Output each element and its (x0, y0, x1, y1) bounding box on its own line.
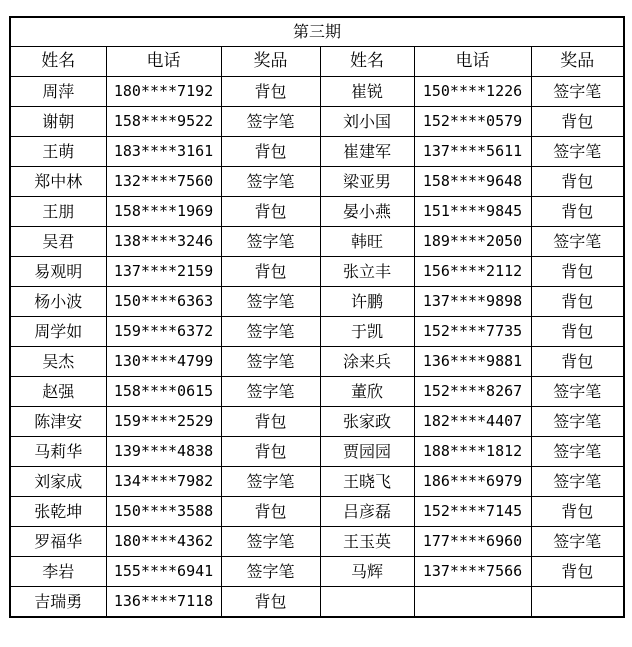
cell-prize-right[interactable]: 背包 (531, 167, 624, 197)
cell-phone-left[interactable]: 155****6941 (106, 557, 221, 587)
cell-prize-right[interactable]: 签字笔 (531, 137, 624, 167)
cell-phone-left[interactable]: 159****6372 (106, 317, 221, 347)
cell-prize-left[interactable]: 背包 (221, 137, 320, 167)
cell-name-left[interactable]: 吴杰 (10, 347, 106, 377)
cell-phone-left[interactable]: 138****3246 (106, 227, 221, 257)
cell-name-left[interactable]: 马莉华 (10, 437, 106, 467)
cell-phone-right[interactable]: 152****7735 (414, 317, 531, 347)
cell-phone-left[interactable]: 150****3588 (106, 497, 221, 527)
cell-phone-right[interactable]: 137****7566 (414, 557, 531, 587)
cell-prize-right[interactable]: 签字笔 (531, 407, 624, 437)
cell-prize-left[interactable]: 签字笔 (221, 527, 320, 557)
cell-name-left[interactable]: 陈津安 (10, 407, 106, 437)
cell-name-left[interactable]: 杨小波 (10, 287, 106, 317)
table-row (10, 437, 624, 467)
cell-phone-left[interactable]: 158****1969 (106, 197, 221, 227)
cell-prize-left[interactable]: 签字笔 (221, 287, 320, 317)
cell-phone-left[interactable]: 150****6363 (106, 287, 221, 317)
cell-name-left[interactable]: 周萍 (10, 77, 106, 107)
header-phone-right[interactable]: 电话 (414, 47, 531, 77)
header-prize-left[interactable]: 奖品 (221, 47, 320, 77)
cell-phone-right[interactable]: 188****1812 (414, 437, 531, 467)
cell-phone-right[interactable]: 136****9881 (414, 347, 531, 377)
cell-prize-right[interactable]: 签字笔 (531, 437, 624, 467)
table-row (10, 557, 624, 587)
table-row (10, 197, 624, 227)
cell-name-right[interactable]: 张家政 (320, 407, 414, 437)
header-phone-left[interactable]: 电话 (106, 47, 221, 77)
header-name-left[interactable]: 姓名 (10, 47, 106, 77)
cell-name-left[interactable]: 吉瑞勇 (10, 587, 106, 618)
cell-phone-right[interactable]: 177****6960 (414, 527, 531, 557)
cell-name-left[interactable]: 刘家成 (10, 467, 106, 497)
cell-prize-left[interactable]: 背包 (221, 257, 320, 287)
cell-name-left[interactable]: 谢朝 (10, 107, 106, 137)
cell-prize-right[interactable]: 背包 (531, 107, 624, 137)
cell-phone-right[interactable]: 137****9898 (414, 287, 531, 317)
cell-phone-left[interactable]: 183****3161 (106, 137, 221, 167)
cell-name-left[interactable]: 李岩 (10, 557, 106, 587)
cell-prize-left[interactable]: 背包 (221, 437, 320, 467)
cell-name-right[interactable]: 崔建军 (320, 137, 414, 167)
cell-phone-left[interactable]: 158****0615 (106, 377, 221, 407)
cell-name-right[interactable]: 许鹏 (320, 287, 414, 317)
cell-name-right[interactable]: 刘小国 (320, 107, 414, 137)
table-row (10, 497, 624, 527)
cell-phone-right[interactable]: 152****7145 (414, 497, 531, 527)
cell-prize-right[interactable]: 签字笔 (531, 377, 624, 407)
cell-name-right[interactable] (320, 587, 414, 618)
winners-table (9, 16, 625, 618)
table-row (10, 77, 624, 107)
cell-prize-right[interactable] (531, 587, 624, 618)
cell-prize-right[interactable]: 签字笔 (531, 467, 624, 497)
cell-phone-left[interactable]: 159****2529 (106, 407, 221, 437)
cell-prize-right[interactable]: 签字笔 (531, 227, 624, 257)
cell-name-right[interactable]: 梁亚男 (320, 167, 414, 197)
cell-name-right[interactable]: 于凯 (320, 317, 414, 347)
cell-phone-right[interactable]: 152****8267 (414, 377, 531, 407)
table-row (10, 587, 624, 618)
cell-name-left[interactable]: 王朋 (10, 197, 106, 227)
cell-phone-left[interactable]: 180****4362 (106, 527, 221, 557)
cell-name-right[interactable]: 王晓飞 (320, 467, 414, 497)
cell-name-right[interactable]: 吕彦磊 (320, 497, 414, 527)
header-prize-right[interactable]: 奖品 (531, 47, 624, 77)
cell-name-left[interactable]: 易观明 (10, 257, 106, 287)
table-row (10, 527, 624, 557)
cell-name-right[interactable]: 马辉 (320, 557, 414, 587)
cell-prize-right[interactable]: 背包 (531, 197, 624, 227)
cell-phone-right[interactable]: 186****6979 (414, 467, 531, 497)
cell-name-left[interactable]: 吴君 (10, 227, 106, 257)
cell-phone-left[interactable]: 137****2159 (106, 257, 221, 287)
cell-prize-right[interactable]: 背包 (531, 317, 624, 347)
cell-prize-left[interactable]: 签字笔 (221, 467, 320, 497)
table-row (10, 377, 624, 407)
cell-name-right[interactable]: 董欣 (320, 377, 414, 407)
cell-prize-left[interactable]: 背包 (221, 197, 320, 227)
table-row (10, 467, 624, 497)
header-row (10, 47, 624, 77)
cell-phone-left[interactable]: 136****7118 (106, 587, 221, 618)
table-row (10, 137, 624, 167)
cell-prize-left[interactable]: 背包 (221, 77, 320, 107)
cell-name-left[interactable]: 罗福华 (10, 527, 106, 557)
cell-name-right[interactable]: 崔锐 (320, 77, 414, 107)
cell-phone-left[interactable]: 139****4838 (106, 437, 221, 467)
cell-phone-left[interactable]: 132****7560 (106, 167, 221, 197)
cell-name-right[interactable]: 晏小燕 (320, 197, 414, 227)
cell-prize-left[interactable]: 背包 (221, 587, 320, 618)
cell-prize-left[interactable]: 背包 (221, 407, 320, 437)
cell-name-left[interactable]: 张乾坤 (10, 497, 106, 527)
cell-name-right[interactable]: 涂来兵 (320, 347, 414, 377)
cell-prize-right[interactable]: 背包 (531, 557, 624, 587)
cell-prize-right[interactable]: 背包 (531, 287, 624, 317)
table-title[interactable]: 第三期 (10, 17, 624, 47)
cell-prize-left[interactable]: 签字笔 (221, 317, 320, 347)
cell-prize-left[interactable]: 签字笔 (221, 557, 320, 587)
table-row (10, 407, 624, 437)
cell-phone-left[interactable]: 130****4799 (106, 347, 221, 377)
cell-phone-right[interactable]: 152****0579 (414, 107, 531, 137)
cell-prize-right[interactable]: 背包 (531, 497, 624, 527)
cell-phone-left[interactable]: 134****7982 (106, 467, 221, 497)
table-row (10, 257, 624, 287)
cell-phone-right[interactable] (414, 587, 531, 618)
table-row (10, 317, 624, 347)
cell-name-left[interactable]: 郑中林 (10, 167, 106, 197)
table-row (10, 167, 624, 197)
cell-phone-right[interactable]: 151****9845 (414, 197, 531, 227)
spreadsheet (9, 16, 623, 610)
cell-name-right[interactable]: 张立丰 (320, 257, 414, 287)
cell-prize-left[interactable]: 签字笔 (221, 377, 320, 407)
cell-phone-right[interactable]: 189****2050 (414, 227, 531, 257)
cell-name-left[interactable]: 王萌 (10, 137, 106, 167)
cell-prize-right[interactable]: 背包 (531, 347, 624, 377)
cell-prize-left[interactable]: 签字笔 (221, 227, 320, 257)
cell-prize-right[interactable]: 签字笔 (531, 527, 624, 557)
cell-phone-right[interactable]: 156****2112 (414, 257, 531, 287)
table-row (10, 107, 624, 137)
table-row (10, 287, 624, 317)
cell-phone-right[interactable]: 182****4407 (414, 407, 531, 437)
cell-name-right[interactable]: 王玉英 (320, 527, 414, 557)
header-name-right[interactable]: 姓名 (320, 47, 414, 77)
cell-phone-right[interactable]: 158****9648 (414, 167, 531, 197)
cell-name-left[interactable]: 赵强 (10, 377, 106, 407)
cell-prize-left[interactable]: 签字笔 (221, 107, 320, 137)
cell-phone-right[interactable]: 137****5611 (414, 137, 531, 167)
table-row (10, 227, 624, 257)
cell-phone-left[interactable]: 158****9522 (106, 107, 221, 137)
cell-phone-right[interactable]: 150****1226 (414, 77, 531, 107)
cell-phone-left[interactable]: 180****7192 (106, 77, 221, 107)
cell-prize-left[interactable]: 签字笔 (221, 347, 320, 377)
cell-prize-right[interactable]: 签字笔 (531, 77, 624, 107)
table-row (10, 347, 624, 377)
cell-name-right[interactable]: 贾园园 (320, 437, 414, 467)
cell-name-right[interactable]: 韩旺 (320, 227, 414, 257)
cell-prize-right[interactable]: 背包 (531, 257, 624, 287)
cell-name-left[interactable]: 周学如 (10, 317, 106, 347)
cell-prize-left[interactable]: 签字笔 (221, 167, 320, 197)
cell-prize-left[interactable]: 背包 (221, 497, 320, 527)
